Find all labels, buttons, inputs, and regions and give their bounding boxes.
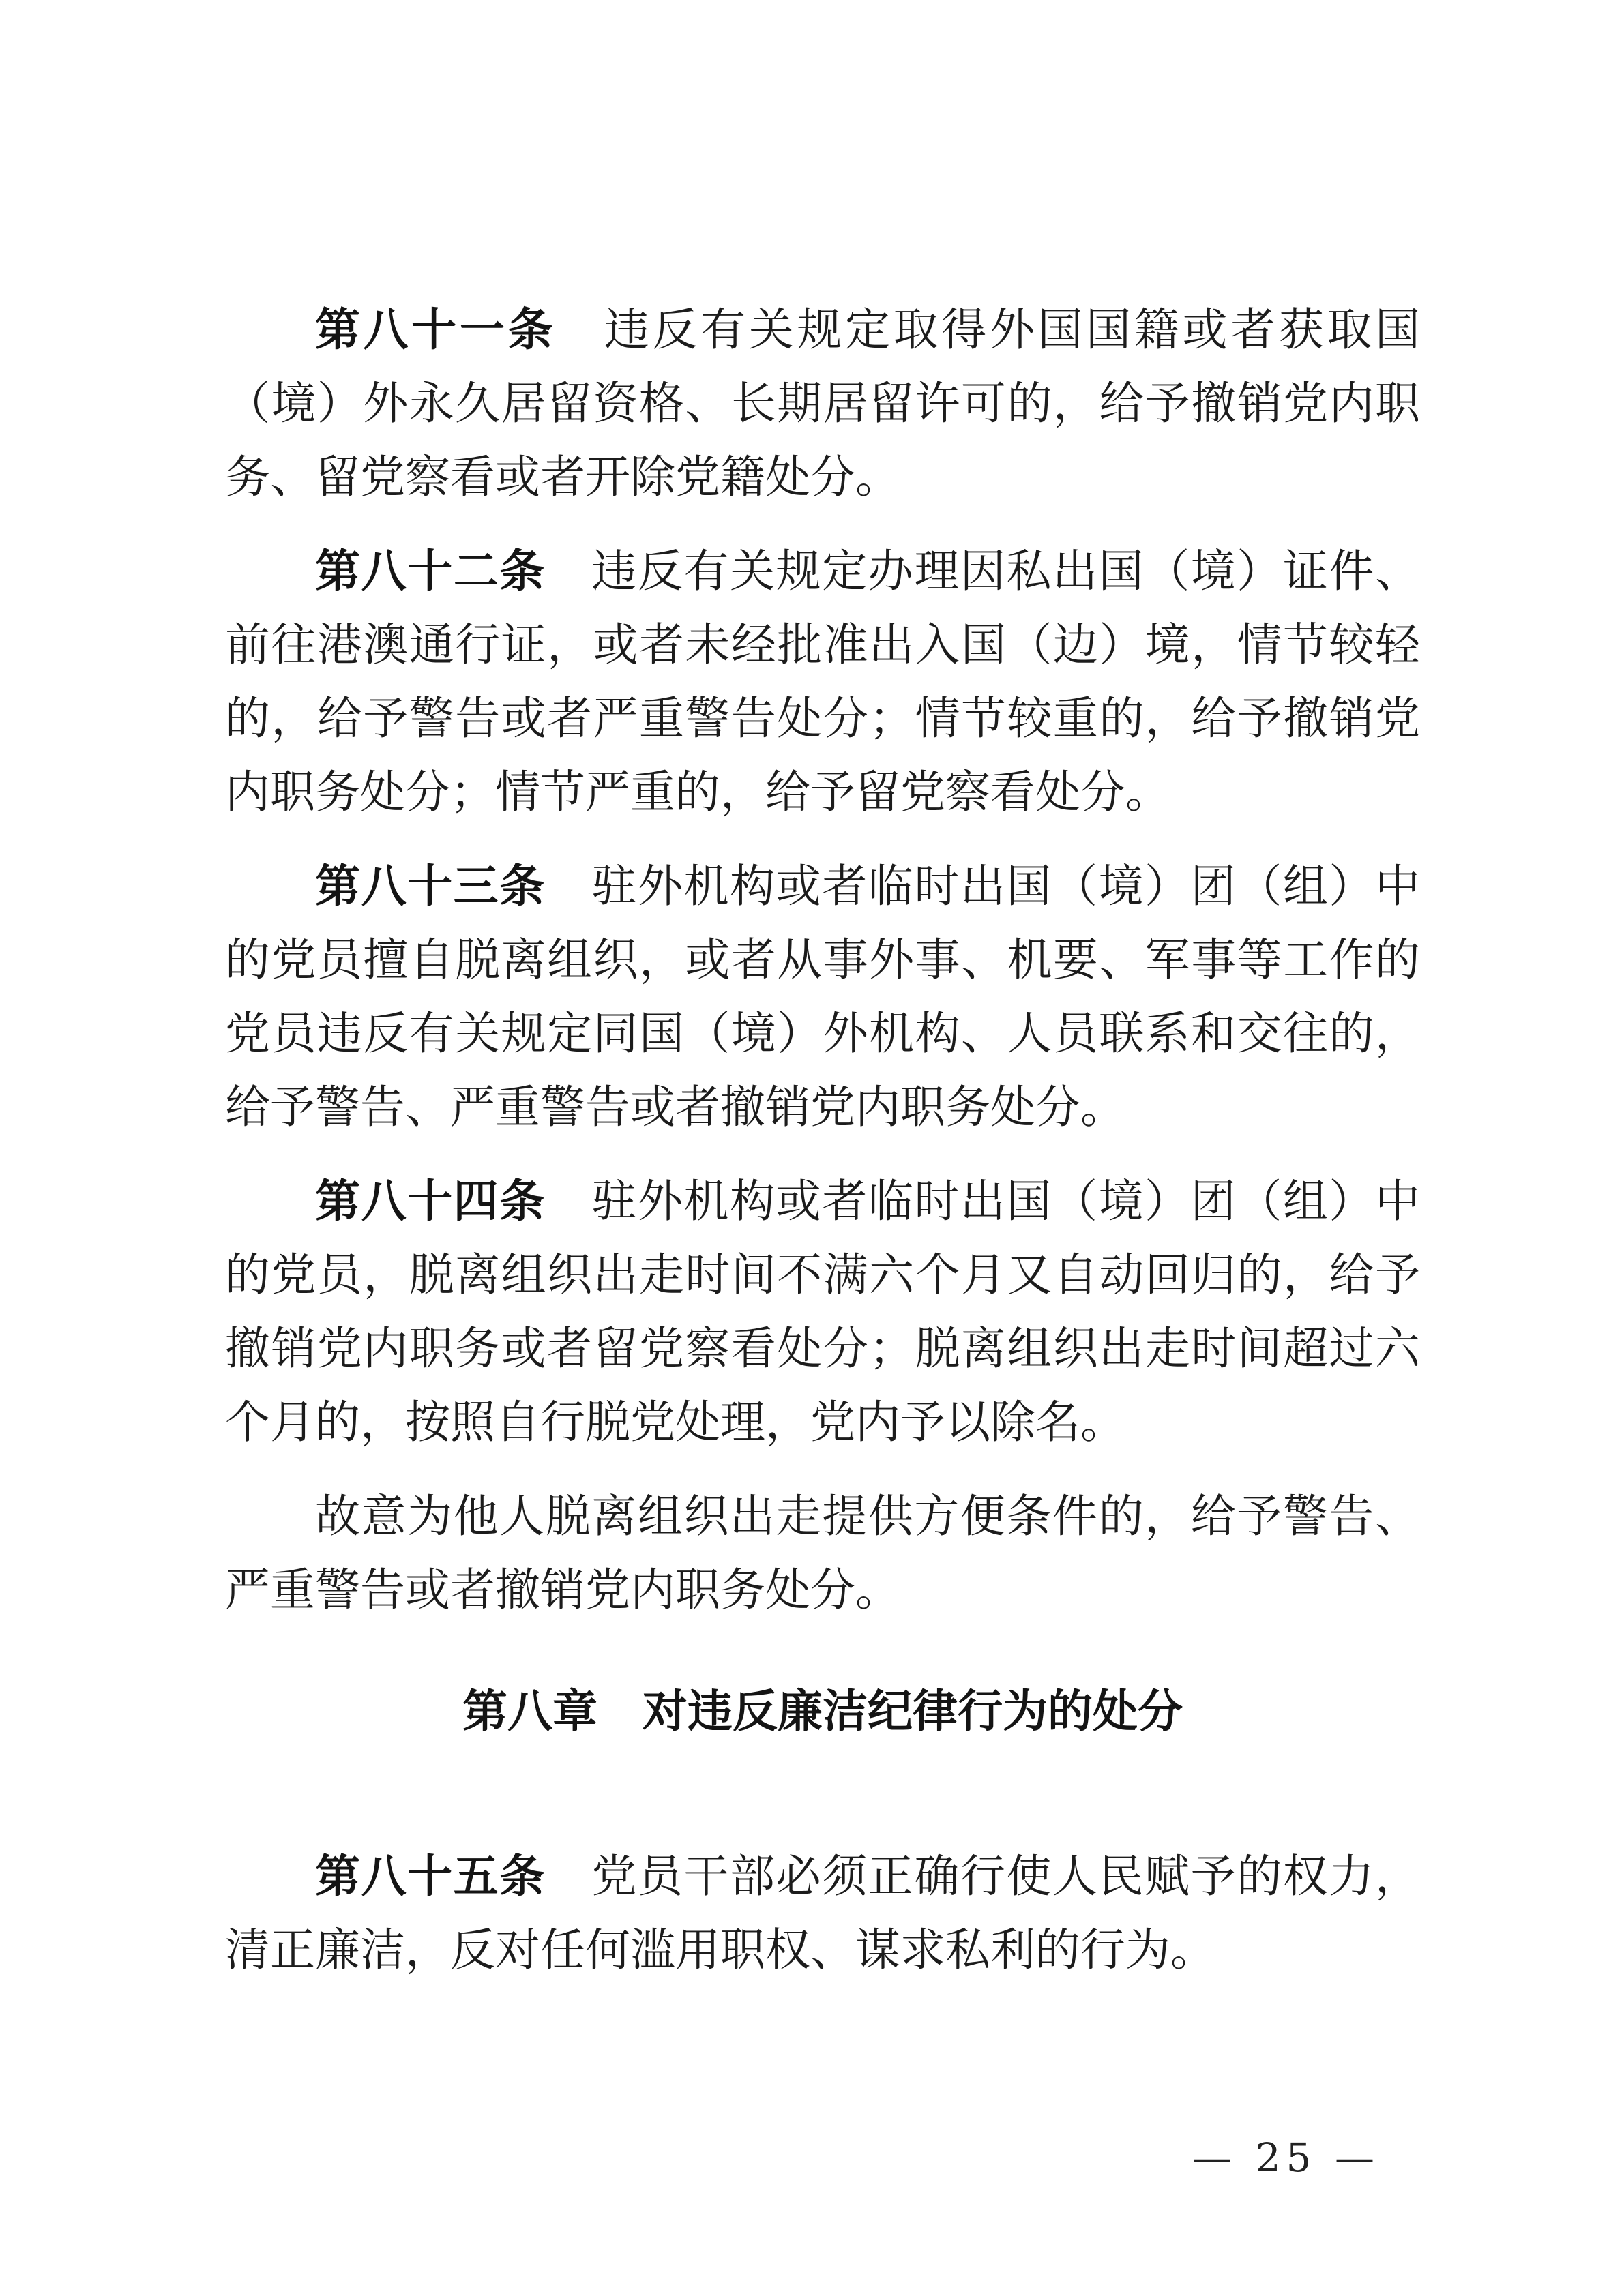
article-text: 违反有关规定办理因私出国（境）证件、前往港澳通行证，或者未经批准出入国（边）境，情节较轻的，给予警告或者严重警告处分；情节较重的，给予撤销党内职务处分；情节严重的，给予留党察看处分。 bbox=[225, 545, 1421, 818]
chapter-heading: 第八章 对违反廉洁纪律行为的处分 bbox=[462, 1685, 1183, 1738]
article-number: 第八十五条 bbox=[315, 1850, 546, 1903]
article-paragraph-84 bbox=[225, 1165, 1420, 1459]
paragraph-text: 故意为他人脱离组织出走提供方便条件的，给予警告、严重警告或者撤销党内职务处分。 bbox=[225, 1490, 1420, 1616]
page-number: — 25 — bbox=[1192, 2134, 1380, 2181]
article-number: 第八十四条 bbox=[315, 1175, 546, 1227]
article-text: 党员干部必须正确行使人民赋予的权力，清正廉洁，反对任何滥用职权、谋求私利的行为。 bbox=[225, 1850, 1421, 1976]
article-text: 驻外机构或者临时出国（境）团（组）中的党员擅自脱离组织，或者从事外事、机要、军事等工作的党员违反有关规定同国（境）外机构、人员联系和交往的，给予警告、严重警告或者撤销党内职务处分。 bbox=[225, 860, 1421, 1133]
article-number: 第八十二条 bbox=[315, 545, 546, 597]
document-body bbox=[225, 293, 1420, 2008]
article-paragraph-85 bbox=[225, 1840, 1420, 1987]
article-text: 违反有关规定取得外国国籍或者获取国（境）外永久居留资格、长期居留许可的，给予撤销党内职务、留党察看或者开除党籍处分。 bbox=[225, 303, 1421, 503]
continuation-paragraph bbox=[225, 1480, 1420, 1627]
article-paragraph-81 bbox=[225, 293, 1420, 514]
article-number: 第八十三条 bbox=[315, 860, 546, 912]
article-paragraph-83 bbox=[225, 850, 1420, 1144]
article-paragraph-82 bbox=[225, 535, 1420, 829]
article-number: 第八十一条 bbox=[315, 303, 557, 356]
article-text: 驻外机构或者临时出国（境）团（组）中的党员，脱离组织出走时间不满六个月又自动回归的，给予撤销党内职务或者留党察看处分；脱离组织出走时间超过六个月的，按照自行脱党处理，党内予以除名。 bbox=[225, 1175, 1421, 1448]
